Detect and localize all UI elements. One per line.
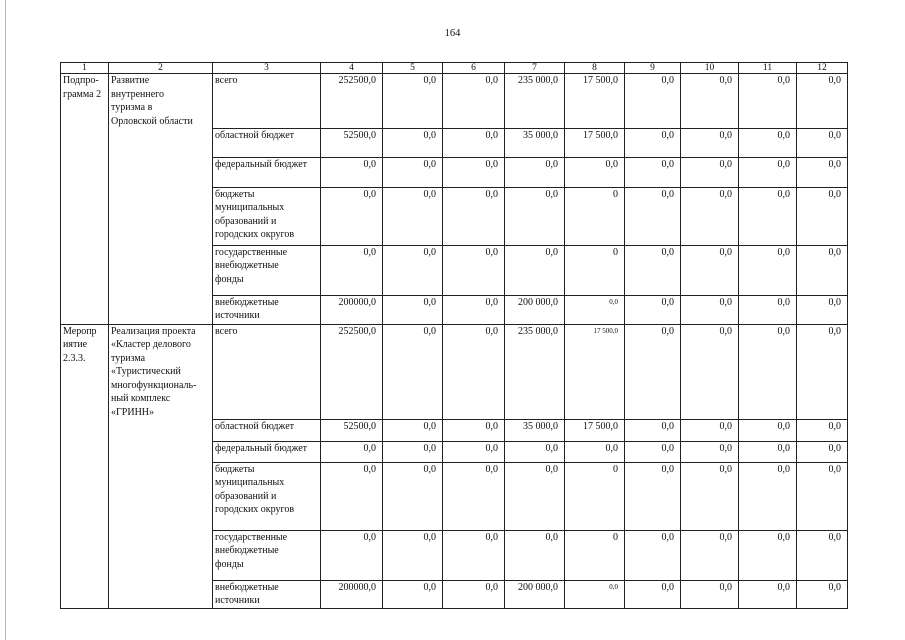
value-cell: 235 000,0	[505, 324, 565, 419]
value-cell: 0,0	[443, 530, 505, 580]
value-cell: 0,0	[443, 419, 505, 441]
value-cell: 0,0	[681, 74, 739, 129]
value-cell: 0,0	[443, 462, 505, 530]
program-code-cell	[61, 419, 109, 441]
program-code-cell	[61, 441, 109, 462]
value-cell: 200 000,0	[505, 580, 565, 608]
value-cell: 35 000,0	[505, 128, 565, 157]
table-row	[61, 580, 848, 608]
cell-line: Орловской области	[111, 115, 193, 127]
program-code-cell	[61, 462, 109, 530]
value-cell: 0	[565, 245, 625, 295]
value-cell: 52500,0	[321, 128, 383, 157]
program-code-cell	[61, 245, 109, 295]
value-cell: 0,0	[797, 419, 848, 441]
column-number: 6	[443, 63, 505, 74]
value-cell: 0,0	[681, 580, 739, 608]
cell-line: внебюджетные	[215, 260, 279, 271]
table-row	[61, 462, 848, 530]
value-cell: 0,0	[505, 245, 565, 295]
value-cell: 0,0	[739, 530, 797, 580]
cell-line: внутреннего	[111, 88, 164, 100]
value-cell: 0,0	[797, 462, 848, 530]
table-row	[61, 295, 848, 324]
value-cell: 0,0	[625, 441, 681, 462]
value-cell: 0,0	[797, 530, 848, 580]
program-name-cell	[109, 157, 213, 187]
value-cell: 0,0	[443, 324, 505, 419]
program-name-cell	[109, 187, 213, 245]
program-code-cell	[61, 74, 109, 129]
funding-source-cell	[213, 187, 321, 245]
program-code-cell	[61, 530, 109, 580]
cell-line: Реализация проекта	[111, 325, 196, 337]
value-cell: 0,0	[565, 157, 625, 187]
cell-line: бюджеты	[215, 188, 255, 200]
value-cell: 0,0	[625, 128, 681, 157]
table-body	[61, 63, 848, 609]
value-cell: 0,0	[443, 441, 505, 462]
column-number: 7	[505, 63, 565, 74]
column-number-row	[61, 63, 848, 74]
cell-line: Развитие	[111, 75, 150, 86]
table-row	[61, 187, 848, 245]
value-cell: 0,0	[565, 441, 625, 462]
funding-source-cell	[213, 462, 321, 530]
value-cell: 0	[565, 462, 625, 530]
value-cell: 0,0	[443, 580, 505, 608]
funding-source-cell: всего	[213, 74, 321, 129]
table-row	[61, 128, 848, 157]
funding-source-cell: областной бюджет	[213, 128, 321, 157]
value-cell: 252500,0	[321, 74, 383, 129]
value-cell: 0	[565, 187, 625, 245]
value-cell: 0,0	[443, 295, 505, 324]
funding-source-cell	[213, 530, 321, 580]
value-cell: 0,0	[321, 462, 383, 530]
value-cell: 0,0	[383, 530, 443, 580]
cell-line: многофункциональ-	[111, 379, 197, 391]
cell-line: муниципальных	[215, 202, 285, 213]
cell-line: внебюджетные	[215, 581, 279, 593]
cell-line: «Туристический	[111, 366, 181, 377]
program-name-cell	[109, 128, 213, 157]
value-cell: 0,0	[625, 530, 681, 580]
value-cell: 0,0	[443, 187, 505, 245]
value-cell: 0,0	[797, 580, 848, 608]
cell-line: источники	[215, 595, 260, 606]
value-cell: 0,0	[321, 187, 383, 245]
cell-line: ный комплекс	[111, 393, 171, 404]
value-cell: 0,0	[797, 295, 848, 324]
value-cell: 0,0	[681, 530, 739, 580]
program-name-cell	[109, 441, 213, 462]
cell-line: грамма 2	[63, 88, 102, 100]
column-number: 11	[739, 63, 797, 74]
value-cell: 0,0	[383, 419, 443, 441]
table-row	[61, 74, 848, 129]
value-cell: 17 500,0	[565, 419, 625, 441]
funding-source-cell	[213, 295, 321, 324]
program-code-cell	[61, 187, 109, 245]
value-cell: 0,0	[383, 580, 443, 608]
value-cell: 0,0	[565, 580, 625, 608]
value-cell: 0,0	[797, 245, 848, 295]
value-cell: 0	[565, 530, 625, 580]
value-cell: 0,0	[797, 324, 848, 419]
program-code-cell	[61, 324, 109, 419]
value-cell: 0,0	[625, 295, 681, 324]
cell-line: внебюджетные	[215, 296, 279, 308]
program-code-cell	[61, 157, 109, 187]
funding-source-cell: федеральный бюджет	[213, 441, 321, 462]
page-number: 164	[444, 28, 461, 39]
cell-line: иятие	[63, 339, 88, 350]
value-cell: 0,0	[739, 128, 797, 157]
program-name-cell	[109, 419, 213, 441]
table-row	[61, 324, 848, 419]
funding-source-cell	[213, 580, 321, 608]
value-cell: 0,0	[321, 441, 383, 462]
value-cell: 0,0	[739, 462, 797, 530]
value-cell: 0,0	[681, 441, 739, 462]
value-cell: 0,0	[797, 441, 848, 462]
value-cell: 200000,0	[321, 580, 383, 608]
value-cell: 0,0	[739, 157, 797, 187]
cell-line: образований и	[215, 215, 277, 227]
column-number: 9	[625, 63, 681, 74]
value-cell: 0,0	[681, 419, 739, 441]
value-cell: 0,0	[383, 157, 443, 187]
value-cell: 0,0	[505, 157, 565, 187]
value-cell: 17 500,0	[565, 74, 625, 129]
program-code-cell	[61, 128, 109, 157]
value-cell: 0,0	[739, 74, 797, 129]
value-cell: 200 000,0	[505, 295, 565, 324]
value-cell: 200000,0	[321, 295, 383, 324]
value-cell: 0,0	[383, 462, 443, 530]
column-number: 4	[321, 63, 383, 74]
value-cell: 0,0	[505, 187, 565, 245]
cell-line: фонды	[215, 558, 244, 570]
table-row	[61, 530, 848, 580]
cell-line: туризма	[111, 352, 146, 364]
column-number: 2	[109, 63, 213, 74]
value-cell: 0,0	[681, 295, 739, 324]
value-cell: 0,0	[443, 157, 505, 187]
program-name-cell	[109, 580, 213, 608]
value-cell: 0,0	[739, 187, 797, 245]
value-cell: 17 500,0	[565, 324, 625, 419]
cell-line: государственные	[215, 531, 288, 543]
value-cell: 0,0	[625, 462, 681, 530]
program-name-cell	[109, 245, 213, 295]
value-cell: 0,0	[625, 74, 681, 129]
cell-line: муниципальных	[215, 477, 285, 488]
value-cell: 0,0	[625, 157, 681, 187]
value-cell: 0,0	[625, 245, 681, 295]
budget-table	[60, 62, 848, 609]
cell-line: 2.3.3.	[63, 352, 86, 364]
program-name-cell	[109, 295, 213, 324]
value-cell: 17 500,0	[565, 128, 625, 157]
column-number: 3	[213, 63, 321, 74]
value-cell: 0,0	[383, 441, 443, 462]
funding-source-cell	[213, 245, 321, 295]
cell-line: фонды	[215, 273, 244, 285]
cell-line: туризма в	[111, 102, 153, 113]
program-name-cell	[109, 74, 213, 129]
cell-line: городских округов	[215, 229, 295, 240]
cell-line: внебюджетные	[215, 545, 279, 556]
value-cell: 0,0	[739, 324, 797, 419]
value-cell: 0,0	[321, 245, 383, 295]
table-row	[61, 157, 848, 187]
column-number: 10	[681, 63, 739, 74]
value-cell: 0,0	[681, 187, 739, 245]
table-row	[61, 419, 848, 441]
cell-line: «ГРИНН»	[111, 406, 155, 418]
funding-source-cell: федеральный бюджет	[213, 157, 321, 187]
value-cell: 0,0	[505, 462, 565, 530]
value-cell: 0,0	[383, 295, 443, 324]
value-cell: 0,0	[383, 324, 443, 419]
value-cell: 0,0	[739, 580, 797, 608]
value-cell: 0,0	[321, 157, 383, 187]
cell-line: источники	[215, 310, 260, 321]
value-cell: 0,0	[383, 74, 443, 129]
value-cell: 0,0	[505, 441, 565, 462]
value-cell: 0,0	[443, 128, 505, 157]
value-cell: 0,0	[797, 74, 848, 129]
cell-line: городских округов	[215, 504, 295, 515]
value-cell: 0,0	[739, 295, 797, 324]
funding-source-cell: всего	[213, 324, 321, 419]
value-cell: 0,0	[681, 462, 739, 530]
table-row	[61, 441, 848, 462]
funding-source-cell: областной бюджет	[213, 419, 321, 441]
value-cell: 0,0	[681, 324, 739, 419]
program-code-cell	[61, 580, 109, 608]
cell-line: бюджеты	[215, 463, 255, 475]
value-cell: 0,0	[681, 128, 739, 157]
value-cell: 35 000,0	[505, 419, 565, 441]
column-number: 5	[383, 63, 443, 74]
table-row	[61, 245, 848, 295]
column-number: 1	[61, 63, 109, 74]
value-cell: 0,0	[565, 295, 625, 324]
value-cell: 0,0	[321, 530, 383, 580]
scan-edge-line	[5, 0, 6, 640]
column-number: 12	[797, 63, 848, 74]
value-cell: 0,0	[443, 74, 505, 129]
value-cell: 235 000,0	[505, 74, 565, 129]
value-cell: 0,0	[681, 157, 739, 187]
value-cell: 0,0	[797, 157, 848, 187]
cell-line: Подпро-	[63, 75, 99, 86]
value-cell: 0,0	[443, 245, 505, 295]
value-cell: 0,0	[739, 419, 797, 441]
value-cell: 0,0	[383, 187, 443, 245]
column-number: 8	[565, 63, 625, 74]
program-name-cell	[109, 462, 213, 530]
value-cell: 252500,0	[321, 324, 383, 419]
value-cell: 0,0	[505, 530, 565, 580]
program-name-cell	[109, 530, 213, 580]
value-cell: 0,0	[383, 245, 443, 295]
value-cell: 0,0	[625, 187, 681, 245]
cell-line: «Кластер делового	[111, 339, 191, 350]
program-name-cell	[109, 324, 213, 419]
program-code-cell	[61, 295, 109, 324]
value-cell: 0,0	[625, 324, 681, 419]
cell-line: образований и	[215, 490, 277, 502]
value-cell: 0,0	[383, 128, 443, 157]
value-cell: 0,0	[797, 128, 848, 157]
cell-line: государственные	[215, 246, 288, 258]
value-cell: 0,0	[739, 441, 797, 462]
value-cell: 0,0	[681, 245, 739, 295]
value-cell: 0,0	[797, 187, 848, 245]
value-cell: 0,0	[739, 245, 797, 295]
value-cell: 52500,0	[321, 419, 383, 441]
value-cell: 0,0	[625, 419, 681, 441]
cell-line: Меропр	[63, 325, 97, 337]
value-cell: 0,0	[625, 580, 681, 608]
